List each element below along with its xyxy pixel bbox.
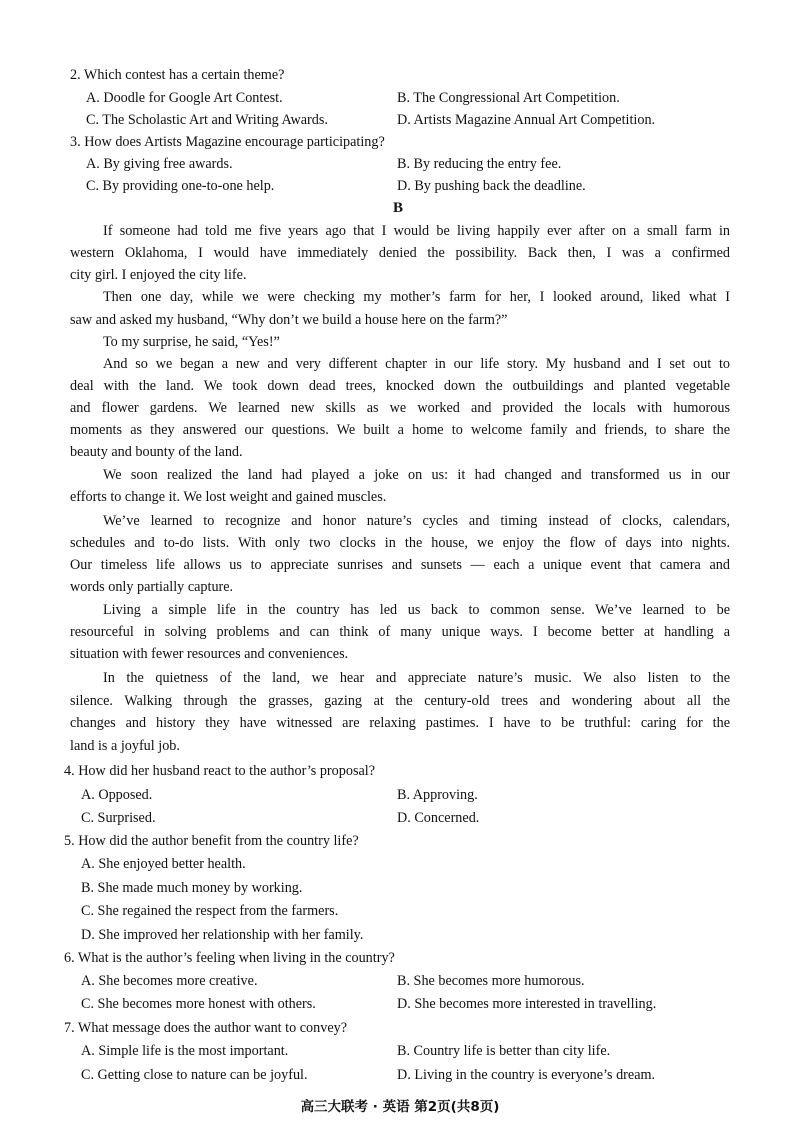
question-4-option-d: D. Concerned. xyxy=(397,810,480,826)
passage-line: beauty and bounty of the land. xyxy=(70,444,243,460)
passage-line: Living a simple life in the country has led us back to common sense. We’ve learned to be xyxy=(103,602,730,618)
passage-line: schedules and to-do lists. With only two clocks in the house, we enjoy the flow of days into nights. xyxy=(70,535,730,551)
question-2-option-d: D. Artists Magazine Annual Art Competition. xyxy=(397,112,656,128)
passage-line: Then one day, while we were checking my mother’s farm for her, I looked around, liked what I xyxy=(103,289,730,305)
passage-line: changes and history they have witnessed are relaxing pastimes. I have to be truthful: caring for the xyxy=(70,715,730,731)
question-4-option-c: C. Surprised. xyxy=(81,810,156,826)
passage-line: Our timeless life allows us to appreciate sunrises and sunsets — each a unique event that camera and xyxy=(70,557,730,573)
passage-line: words only partially capture. xyxy=(70,579,234,595)
passage-line: In the quietness of the land, we hear and appreciate nature’s music. We also listen to the xyxy=(103,670,730,686)
question-5-option-c: C. She regained the respect from the farmers. xyxy=(81,903,339,919)
question-4-option-b: B. Approving. xyxy=(397,787,478,803)
question-5-option-a: A. She enjoyed better health. xyxy=(81,856,246,872)
question-5-stem: 5. How did the author benefit from the country life? xyxy=(64,833,359,849)
question-4-stem: 4. How did her husband react to the author’s proposal? xyxy=(64,763,375,779)
question-2-option-c: C. The Scholastic Art and Writing Awards. xyxy=(86,112,328,128)
passage-line: saw and asked my husband, “Why don’t we build a house here on the farm?” xyxy=(70,312,508,328)
passage-line: deal with the land. We took down dead trees, knocked down the outbuildings and planted vegetable xyxy=(70,378,730,394)
question-7-option-a: A. Simple life is the most important. xyxy=(81,1043,289,1059)
passage-line: city girl. I enjoyed the city life. xyxy=(70,267,247,283)
passage-line: To my surprise, he said, “Yes!” xyxy=(103,334,280,350)
passage-line: And so we began a new and very different chapter in our life story. My husband and I set out to xyxy=(103,356,730,372)
question-4-option-a: A. Opposed. xyxy=(81,787,153,803)
question-3-option-b: B. By reducing the entry fee. xyxy=(397,156,562,172)
passage-line: We soon realized the land had played a joke on us: it had changed and transformed us in our xyxy=(103,467,730,483)
question-5-option-d: D. She improved her relationship with her family. xyxy=(81,927,364,943)
question-6-option-b: B. She becomes more humorous. xyxy=(397,973,585,989)
question-6-option-a: A. She becomes more creative. xyxy=(81,973,258,989)
question-2-option-b: B. The Congressional Art Competition. xyxy=(397,90,620,106)
question-7-option-b: B. Country life is better than city life. xyxy=(397,1043,611,1059)
passage-line: moments as they answered our questions. We built a home to welcome family and friends, to share the xyxy=(70,422,730,438)
question-6-stem: 6. What is the author’s feeling when living in the country? xyxy=(64,950,395,966)
question-3-option-d: D. By pushing back the deadline. xyxy=(397,178,586,194)
question-2-option-a: A. Doodle for Google Art Contest. xyxy=(86,90,283,106)
question-7-option-c: C. Getting close to nature can be joyful. xyxy=(81,1067,308,1083)
passage-line: We’ve learned to recognize and honor nature’s cycles and timing instead of clocks, calendars, xyxy=(103,513,730,529)
question-3-stem: 3. How does Artists Magazine encourage participating? xyxy=(70,134,385,150)
passage-line: resourceful in solving problems and can think of many unique ways. I become better at handling a xyxy=(70,624,730,640)
question-7-stem: 7. What message does the author want to convey? xyxy=(64,1020,348,1036)
passage-line: land is a joyful job. xyxy=(70,738,180,754)
section-b-heading: B xyxy=(393,200,404,216)
question-3-option-c: C. By providing one-to-one help. xyxy=(86,178,275,194)
question-6-option-d: D. She becomes more interested in travelling. xyxy=(397,996,657,1012)
question-3-option-a: A. By giving free awards. xyxy=(86,156,233,172)
passage-line: If someone had told me five years ago that I would be living happily ever after on a small farm in xyxy=(103,223,730,239)
question-5-option-b: B. She made much money by working. xyxy=(81,880,303,896)
question-6-option-c: C. She becomes more honest with others. xyxy=(81,996,316,1012)
question-2-stem: 2. Which contest has a certain theme? xyxy=(70,67,285,83)
passage-line: silence. Walking through the grasses, gazing at the century-old trees and wondering about all the xyxy=(70,693,730,709)
passage-line: efforts to change it. We lost weight and gained muscles. xyxy=(70,489,387,505)
passage-line: situation with fewer resources and conveniences. xyxy=(70,646,349,662)
page-footer: 高三大联考 · 英语 第2页(共8页) xyxy=(300,1099,500,1115)
passage-line: and flower gardens. We learned new skills as we worked and provided the locals with humorous xyxy=(70,400,730,416)
passage-line: western Oklahoma, I would have immediately denied the possibility. Back then, I was a confirmed xyxy=(70,245,730,261)
question-7-option-d: D. Living in the country is everyone’s dream. xyxy=(397,1067,656,1083)
